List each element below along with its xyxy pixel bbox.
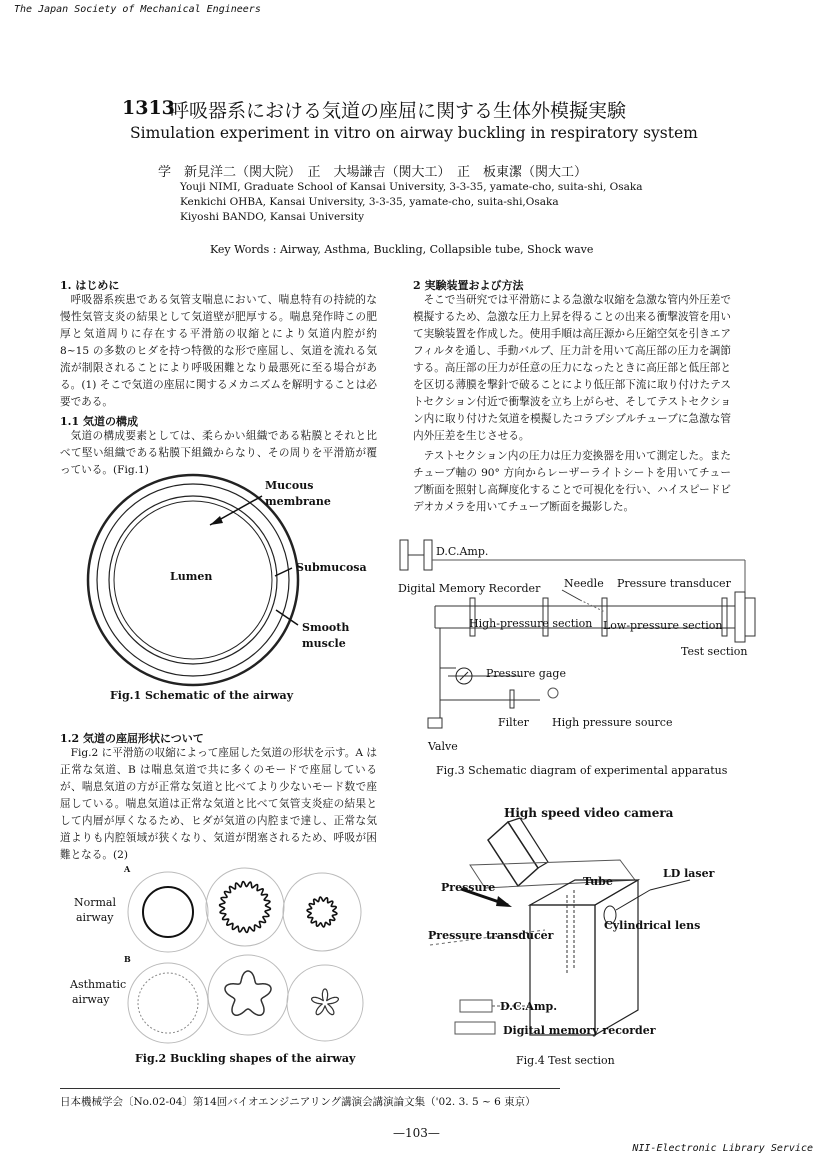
section-1-heading: 1. はじめに [60, 279, 120, 292]
authors-japanese: 学 新見洋二（関大院） 正 大場謙吉（関大工） 正 板東潔（関大工） [158, 165, 588, 180]
fig4-label-lens: Cylindrical lens [604, 919, 701, 932]
fig3-label-test-section: Test section [681, 645, 748, 658]
fig3-label-transducer: Pressure transducer [617, 577, 731, 590]
fig4-label-pressure: Pressure [441, 881, 496, 894]
fig3-label-gage: Pressure gage [486, 667, 566, 680]
fig1-label-muscle: muscle [302, 637, 346, 650]
fig1-label-mucous: Mucous [265, 479, 314, 492]
keywords: Key Words : Airway, Asthma, Buckling, Collapsible tube, Shock wave [210, 243, 594, 256]
fig4-label-transducer: Pressure transducer [428, 929, 554, 942]
publisher-header: The Japan Society of Mechanical Engineers [14, 4, 261, 15]
fig1-label-lumen: Lumen [170, 570, 213, 583]
section-1-2-heading: 1.2 気道の座屈形状について [60, 732, 204, 745]
section-2-text-1: そこで当研究では平滑筋による急激な収縮を急激な管内外圧差で模擬するため、急激な圧力上昇を得ることの出来る衝撃波管を用いて実験装置を作成した。使用手順は高圧源から圧縮空気を引きエアフィルタを通し、手動バルブ、圧力計を用いて高圧部の圧力を調節する。高圧部の圧力が任意の圧力になったときに高圧部と低圧部とを区切る薄膜を撃針で破ることにより低圧部下流に取り付けたテストセクション付近で衝撃波を立ち上がらせ、そしてテストセクション内に取り付けた気道を模擬したコラプシブルチューブに急激な管内外圧差を生じさせる。 [413, 294, 731, 442]
section-1-1-heading: 1.1 気道の構成 [60, 415, 138, 428]
fig4-caption: Fig.4 Test section [516, 1054, 615, 1067]
page-number: —103— [393, 1126, 440, 1140]
fig3-label-dcamp: D.C.Amp. [436, 545, 489, 558]
fig2-label-normal: Normal [74, 896, 117, 909]
affiliation-1: Youji NIMI, Graduate School of Kansai University, 3-3-35, yamate-cho, suita-shi, Osaka [180, 181, 643, 193]
paper-number: 1313 [122, 97, 175, 119]
footer-nii: NII-Electronic Library Service [632, 1143, 813, 1154]
fig1-label-submucosa: Submucosa [296, 561, 367, 574]
fig4-label-camera: High speed video camera [504, 806, 674, 820]
fig3-label-filter: Filter [498, 716, 529, 729]
fig2-label-asthmatic: Asthmatic [70, 978, 127, 991]
section-2-heading: 2 実験装置および方法 [413, 279, 524, 292]
fig2-label-normal-airway: airway [76, 911, 114, 924]
title-japanese: 呼吸器系における気道の座屈に関する生体外模擬実験 [170, 100, 627, 122]
fig2-label-a: A [124, 864, 131, 874]
fig3-label-low-pressure: Low-pressure section [603, 619, 723, 632]
fig1-label-membrane: membrane [265, 495, 331, 508]
section-1-2-text: Fig.2 に平滑筋の収縮によって座屈した気道の形状を示す。A は正常な気道、B は喘息気道で共に多くのモードで座屈しているが、喘息気道の方が正常な気道と比べてより少ないモード数で座屈している。喘息気道は正常な気道と比べて気管支炎症の結果として内層が厚くなるため、ヒダが気道の内腔まで達し、正常な気道よりも内腔領域が狭くなり、気道が閉塞されるため、呼吸が困難となる。(2) [60, 747, 377, 861]
fig3-label-valve: Valve [428, 740, 458, 753]
fig4-label-recorder: Digital memory recorder [503, 1024, 656, 1037]
fig4-label-dcamp: D.C.Amp. [500, 1000, 558, 1013]
footer-divider [60, 1088, 560, 1089]
fig2-label-b: B [124, 954, 131, 964]
section-1-1-text: 気道の構成要素としては、柔らかい組織である粘膜とそれと比べて堅い組織である粘膜下組織からなり、その周りを平滑筋が覆っている。(Fig.1) [60, 430, 377, 476]
section-1-text: 呼吸器系疾患である気管支喘息において、喘息特有の持続的な慢性気管支炎の結果として気道壁が肥厚する。喘息発作時この肥厚と気道周りに存在する平滑筋の収縮とにより気道内腔が約 8~15 の多数のヒダを持つ特徴的な形で座屈し、気道を流れる気流が制限されることにより呼吸困難となり最悪死に至る場合がある。(1) そこで気道の座屈に関するメカニズムを解明することは必要である。 [60, 294, 377, 408]
fig3-label-high-pressure: High-pressure section [469, 617, 593, 630]
fig3-label-needle: Needle [564, 577, 604, 590]
title-english: Simulation experiment in vitro on airway buckling in respiratory system [130, 124, 698, 142]
fig3-caption: Fig.3 Schematic diagram of experimental apparatus [436, 764, 728, 777]
fig1-label-smooth: Smooth [302, 621, 350, 634]
section-2-text-2: テストセクション内の圧力は圧力変換器を用いて測定した。またチューブ軸の 90° 方向からレーザーライトシートを用いてチューブ断面を照射し高輝度化することで可視化を行い、ハイスピードビデオカメラを用いてチューブ断面を撮影した。 [413, 450, 731, 513]
fig2-caption: Fig.2 Buckling shapes of the airway [135, 1052, 356, 1065]
fig3-label-recorder: Digital Memory Recorder [398, 582, 541, 595]
affiliation-3: Kiyoshi BANDO, Kansai University [180, 211, 365, 223]
fig4-label-laser: LD laser [663, 867, 715, 880]
fig1-caption: Fig.1 Schematic of the airway [110, 689, 294, 702]
fig4-label-tube: Tube [583, 875, 613, 888]
fig2-label-asthmatic-airway: airway [72, 993, 110, 1006]
affiliation-2: Kenkichi OHBA, Kansai University, 3-3-35, yamate-cho, suita-shi,Osaka [180, 196, 559, 208]
footer-conference: 日本機械学会〔No.02-04〕第14回バイオエンジニアリング講演会講演論文集（'02. 3. 5 ~ 6 東京） [60, 1096, 536, 1108]
fig3-label-source: High pressure source [552, 716, 673, 729]
